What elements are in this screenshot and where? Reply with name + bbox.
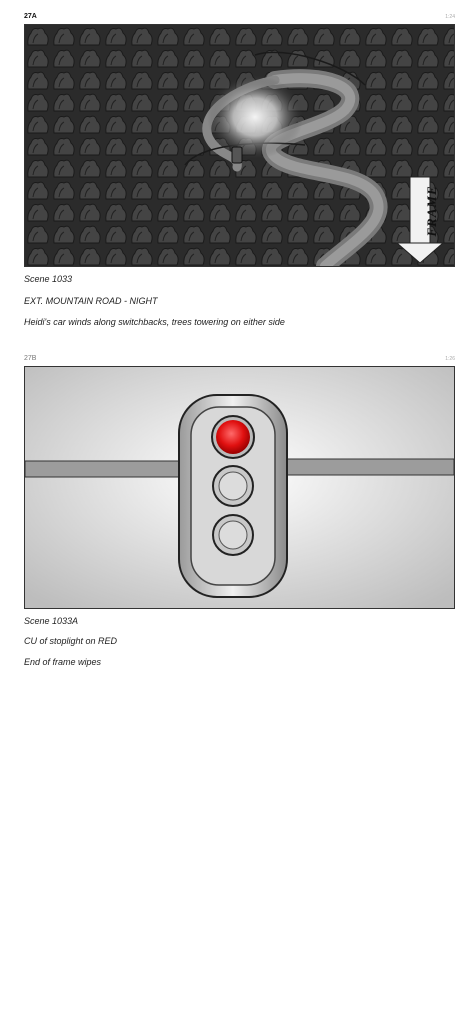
scene-number: Scene 1033A: [24, 616, 79, 626]
scene-slugline: EXT. MOUNTAIN ROAD - NIGHT: [24, 296, 158, 306]
panel-number: 27B: [24, 355, 37, 362]
storyboard-panel-27a: [24, 12, 455, 327]
shot-description: CU of stoplight on RED: [24, 636, 118, 646]
panel-header: [24, 354, 455, 366]
scene-number: Scene 1033: [24, 274, 73, 284]
panel-frame: [24, 366, 455, 609]
panel-number: 27A: [24, 13, 37, 20]
red-light-lamp: [216, 420, 250, 454]
panel-frame: [24, 24, 455, 267]
panel-duration: 1:26: [445, 356, 455, 362]
frame-arrow-label: FRAME: [424, 185, 439, 237]
panel-duration: 1:24: [445, 14, 455, 20]
stoplight-sketch: [25, 367, 454, 608]
storyboard-panel-27b: [24, 354, 455, 667]
scene-action: Heidi's car winds along switchbacks, trees towering on either side: [24, 317, 285, 327]
mountain-road-sketch: [25, 25, 454, 266]
panel-header: [24, 12, 455, 24]
car-shape: [232, 147, 242, 163]
shot-note: End of frame wipes: [24, 657, 102, 667]
